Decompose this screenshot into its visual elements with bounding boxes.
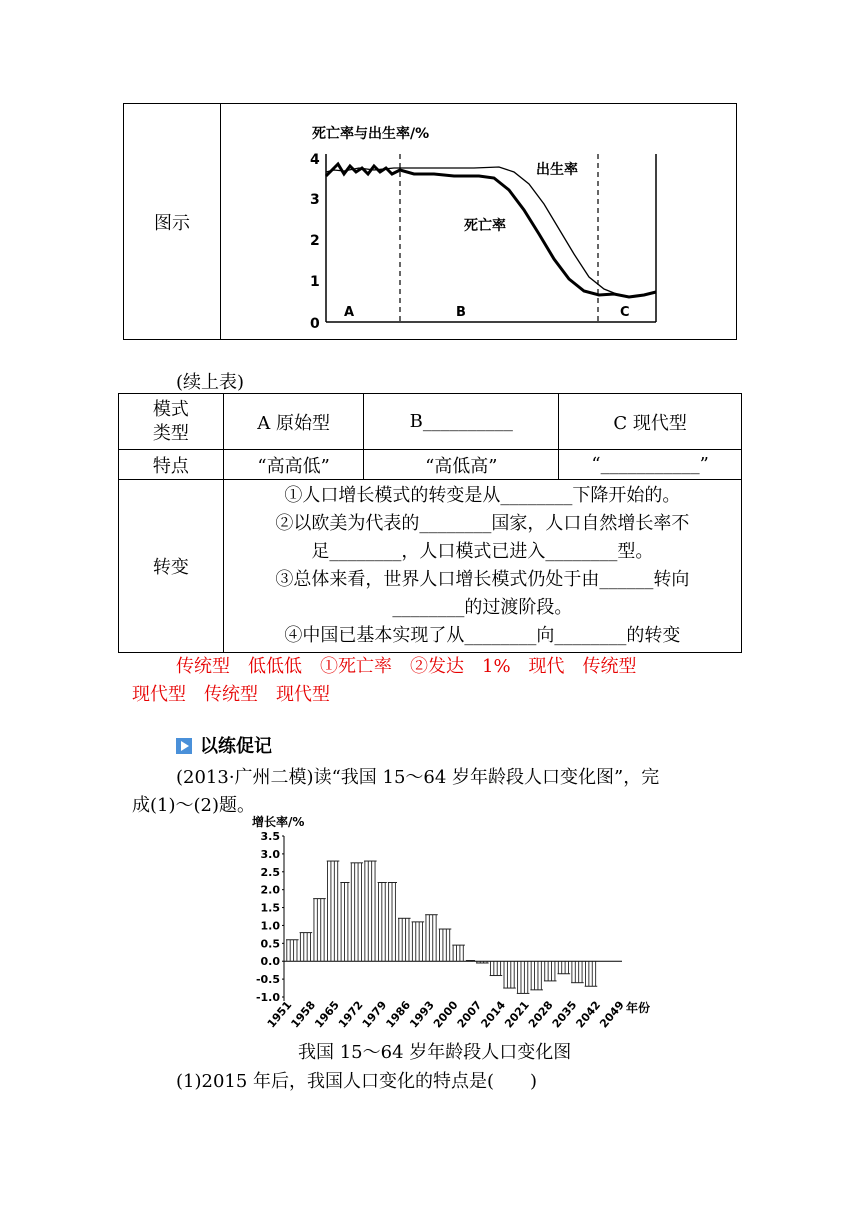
exercise-title-text: 以练促记	[200, 736, 272, 757]
bar-chart-xtick: 1979	[359, 998, 390, 1031]
chart-caption: 我国 15～64 岁年龄段人口变化图	[298, 1042, 572, 1063]
bar-chart-ytick: -0.5	[255, 973, 280, 987]
bar-segment	[388, 883, 397, 962]
bar-chart-xtick: 2000	[430, 998, 461, 1031]
bar-chart-ytick: 1.0	[260, 919, 280, 933]
bar-chart-xtick: 1965	[312, 998, 342, 1031]
bar-segment	[425, 915, 438, 962]
bar-chart-xtick: 2035	[549, 998, 580, 1031]
population-growth-chart	[240, 812, 670, 1038]
ytick-4: 4	[310, 152, 320, 168]
bar-chart-xtick: 1986	[383, 998, 414, 1031]
bar-segment	[544, 961, 557, 981]
change-line-1: ①人口增长模式的转变是从________下降开始的。	[284, 485, 681, 506]
bar-segment	[571, 961, 584, 982]
bar-chart-xtick: 2042	[573, 998, 604, 1031]
bar-segment	[313, 899, 326, 962]
bar-segment	[585, 961, 598, 986]
bar-segment	[378, 883, 387, 962]
change-line-2: ②以欧美为代表的________国家，人口自然增长率不	[275, 513, 690, 534]
change-line-6: ④中国已基本实现了从________向________的转变	[284, 625, 681, 646]
bar-chart-ytick: 1.5	[260, 901, 280, 915]
bar-segment	[439, 929, 452, 961]
question-intro-line-2: 成(1)～(2)题。	[132, 795, 255, 816]
stage-b-label: B	[456, 305, 466, 320]
bar-chart-xtick: 2014	[478, 998, 509, 1031]
bar-segment	[517, 961, 530, 993]
play-triangle-icon	[176, 738, 192, 754]
cell-change-label: 转变	[119, 480, 224, 653]
bar-chart-xtick: 2007	[454, 998, 485, 1031]
ytick-1: 1	[310, 274, 320, 290]
bar-segment	[398, 918, 411, 961]
cell-a-feature: “高高低”	[223, 450, 364, 480]
death-rate-label: 死亡率	[464, 218, 506, 234]
birth-rate-label: 出生率	[536, 162, 578, 178]
bar-segment	[340, 883, 349, 962]
bar-segment	[300, 933, 313, 962]
cell-feature-label: 特点	[119, 450, 224, 480]
bar-segment	[558, 961, 571, 974]
change-line-3: 足________，人口模式已进入________型。	[311, 541, 654, 562]
ytick-0: 0	[310, 316, 320, 332]
question-intro-line-1: (2013·广州二模)读“我国 15～64 岁年龄段人口变化图”，完	[176, 767, 660, 788]
population-mode-table	[118, 393, 742, 653]
bar-chart-ytick: -1.0	[255, 991, 280, 1004]
table-row	[119, 394, 742, 450]
answer-line-2: 现代型 传统型 现代型	[132, 684, 330, 705]
bar-chart-xtick: 1951	[264, 998, 295, 1031]
bar-segment	[412, 922, 425, 961]
exercise-title	[176, 732, 272, 758]
cell-mode-type: 模式 类型	[119, 394, 224, 450]
ytick-2: 2	[310, 233, 320, 249]
ytick-3: 3	[310, 192, 320, 208]
cell-b-feature: “高低高”	[364, 450, 559, 480]
stage-a-label: A	[344, 305, 355, 320]
cell-b-type: B__________	[364, 394, 559, 450]
diagram-label: 图示	[124, 104, 221, 339]
bar-segment	[490, 961, 503, 975]
table-row	[119, 480, 742, 653]
bar-chart-ytick: 3.5	[260, 830, 280, 843]
bar-chart-ytick: 2.5	[260, 865, 280, 879]
bar-segment	[327, 861, 340, 961]
stage-c-label: C	[620, 305, 630, 320]
bar-chart-ytick: 0.0	[260, 955, 280, 969]
bar-chart-xtick: 2021	[502, 998, 532, 1031]
table-row	[119, 450, 742, 480]
bar-chart-xtick: 2049	[597, 998, 627, 1031]
cell-change-content	[223, 480, 741, 653]
bar-chart-xtick: 2028	[525, 998, 556, 1031]
bar-chart-ytick: 0.5	[260, 937, 280, 951]
continuation-note: (续上表)	[176, 372, 245, 393]
bar-segment	[364, 861, 377, 961]
bar-chart-ytick: 3.0	[260, 847, 280, 861]
bar-chart-xtick: 1958	[288, 998, 319, 1031]
diagram-table	[123, 103, 737, 340]
bar-chart-ylabel: 增长率/%	[252, 815, 305, 829]
bar-chart-ytick: 2.0	[260, 883, 280, 897]
cell-c-feature: “___________”	[559, 450, 742, 480]
change-line-4: ③总体来看，世界人口增长模式仍处于由______转向	[275, 569, 690, 590]
bar-segment	[503, 961, 516, 988]
answer-line-1: 传统型 低低低 ①死亡率 ②发达 1% 现代 传统型	[176, 656, 637, 677]
cell-c-type: C 现代型	[559, 394, 742, 450]
bar-segment	[530, 961, 543, 990]
bar-segment	[452, 945, 465, 961]
birth-death-rate-chart	[304, 114, 664, 334]
chart-ylabel: 死亡率与出生率/%	[312, 126, 430, 142]
bar-chart-xtick: 1972	[335, 998, 366, 1031]
bar-segment	[350, 863, 363, 961]
change-line-5: ________的过渡阶段。	[392, 597, 573, 618]
question-1: (1)2015 年后，我国人口变化的特点是( )	[176, 1071, 538, 1092]
bar-chart-xtick: 1993	[407, 998, 437, 1031]
bar-chart-xlabel: 年份	[626, 1001, 651, 1015]
bar-segment	[286, 940, 299, 961]
cell-a-type: A 原始型	[223, 394, 364, 450]
